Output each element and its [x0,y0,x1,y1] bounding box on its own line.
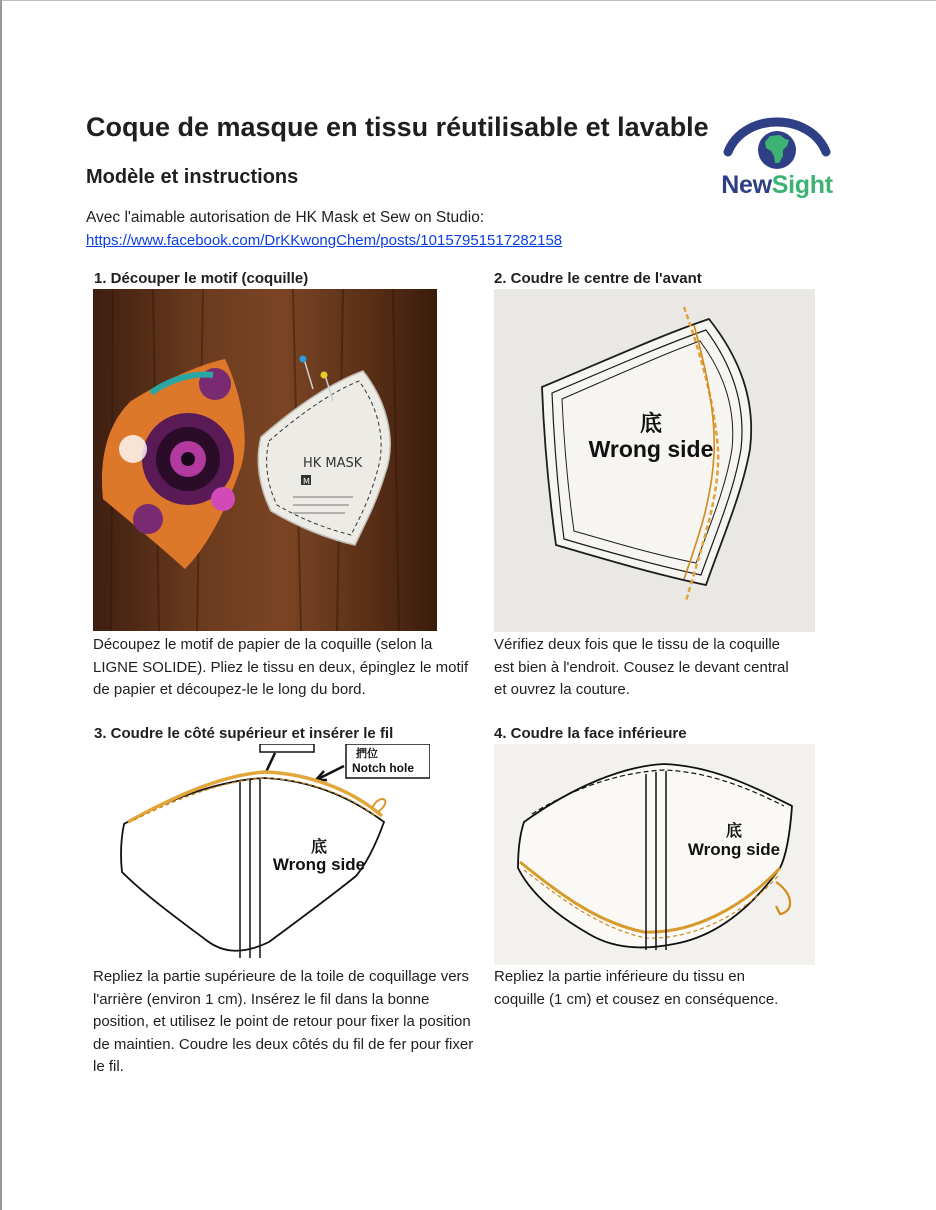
new-sight-logo [714,110,840,206]
logo-word-sight: Sight [771,171,833,199]
step-4-label-cn: 底 [725,821,743,840]
logo-word-new: New [721,171,772,199]
document-title: Coque de masque en tissu réutilisable et lavable [86,112,709,142]
step-2-description: Vérifiez deux fois que le tissu de la coquille est bien à l'endroit. Cousez le devant central et ouvrez la couture. [494,636,789,698]
page-top-edge [0,0,936,1]
step-3-heading: 3. Coudre le côté supérieur et insérer le fil [94,725,394,742]
page-left-edge [0,0,2,1210]
eye-africa-icon [714,110,840,170]
step-3-callout-en: Notch hole [352,761,414,775]
step-3-label-cn: 底 [310,837,328,856]
step-4-description: Repliez la partie inférieure du tissu en coquille (1 cm) et cousez en conséquence. [494,968,779,1008]
credit-link[interactable]: https://www.facebook.com/DrKKwongChem/posts/10157951517282158 [86,232,563,249]
logo-wordmark [714,171,840,200]
step-2-label-en: Wrong side [588,436,714,462]
step-1-pattern-brand: HK MASK [303,456,363,471]
step-1-photo [93,289,437,631]
step-2-diagram [494,289,815,632]
step-3-label-en: Wrong side [272,855,366,874]
step-4-diagram [494,744,815,965]
credit-text: Avec l'aimable autorisation de HK Mask et Sew on Studio: [86,209,485,226]
step-3-callout-cn: 捫位 [356,747,378,760]
step-4-heading: 4. Coudre la face inférieure [494,725,687,742]
step-4-label-en: Wrong side [687,840,781,859]
step-1-size-letter: M [303,477,310,486]
step-3-diagram [94,744,430,964]
step-3-description: Repliez la partie supérieure de la toile de coquillage vers l'arrière (environ 1 cm). Insérez le fil dans la bonne position, et utilisez le point de retour pour fixer la position de maintien. Coudre les deux côtés du fil de fer pour fixer le fil. [93,968,474,1075]
document-subtitle: Modèle et instructions [86,166,299,188]
step-1-heading: 1. Découper le motif (coquille) [94,270,309,287]
step-1-description: Découpez le motif de papier de la coquille (selon la LIGNE SOLIDE). Pliez le tissu en deux, épinglez le motif de papier et découpez-le le long du bord. [93,636,469,698]
step-2-heading: 2. Coudre le centre de l'avant [494,270,702,287]
step-2-label-cn: 底 [639,412,663,437]
